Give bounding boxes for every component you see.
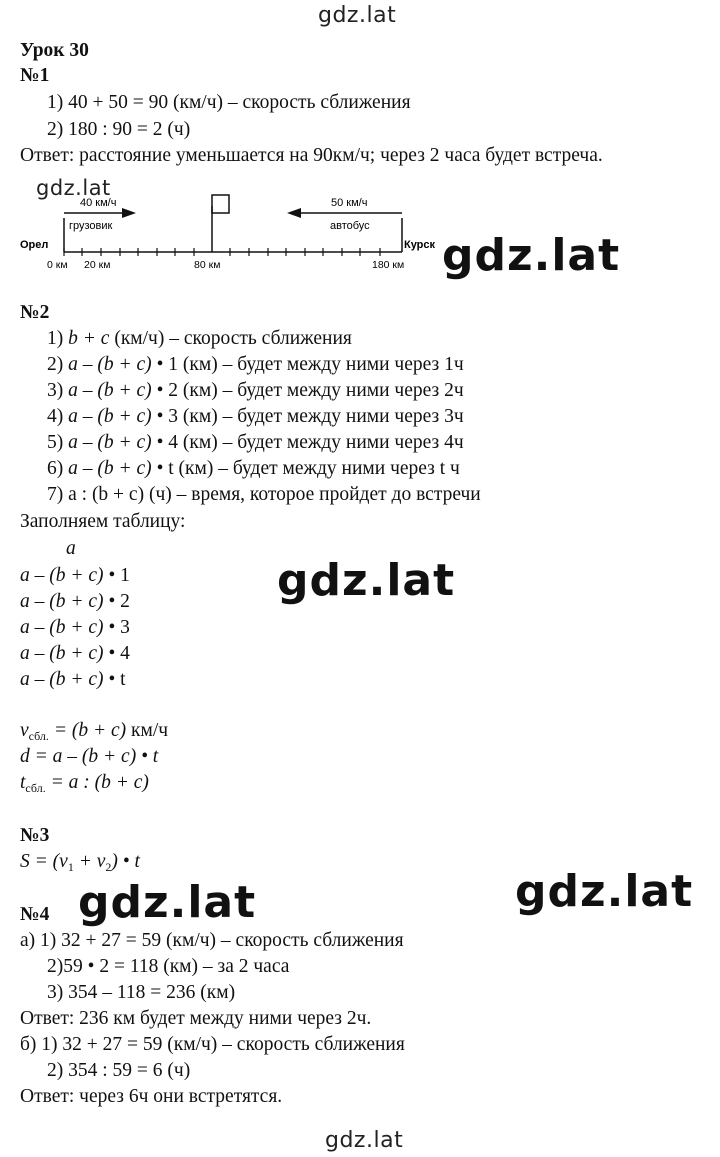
row-expr: a – (b + c) xyxy=(20,669,104,690)
step-expr: a – (b + c) xyxy=(68,406,152,427)
tick-label-180: 180 км xyxy=(372,259,405,271)
task1-step-2: 2) 180 : 90 = 2 (ч) xyxy=(47,119,191,140)
truck-label: грузовик xyxy=(69,220,113,232)
task3-formula xyxy=(20,849,140,880)
lesson-title: Урок 30 xyxy=(20,40,89,61)
row-tail: • 4 xyxy=(103,643,130,664)
watermark-task4-left: gdz.lat xyxy=(78,877,257,928)
formula-v-rhs: = (b + c) xyxy=(48,720,127,741)
formula-t-rhs: = a : (b + c) xyxy=(45,772,149,793)
step-expr: a – (b + c) xyxy=(68,354,152,375)
watermark-top: gdz.lat xyxy=(318,3,397,28)
bus-arrow-head xyxy=(287,208,301,218)
step-rest: • 1 (км) – будет между ними через 1ч xyxy=(151,354,464,375)
formula-s-post: ) • t xyxy=(111,851,140,872)
task2-step-2 xyxy=(47,352,464,378)
step-num: 4) xyxy=(47,406,69,427)
formula-v-sub: сбл. xyxy=(28,729,49,743)
truck-speed-label: 40 км/ч xyxy=(80,197,117,209)
tick-label-0: 0 км xyxy=(47,259,68,271)
bus-label: автобус xyxy=(330,220,370,232)
task4-b-answer: Ответ: через 6ч они встретятся. xyxy=(20,1086,283,1107)
step-rest: (км/ч) – скорость сближения xyxy=(109,328,352,349)
watermark-task4-right: gdz.lat xyxy=(515,866,694,917)
formula-distance: d = a – (b + c) • t xyxy=(20,746,159,767)
step-expr: b + c xyxy=(68,328,110,349)
table-header-a: a xyxy=(66,538,76,559)
task4-a-line-3: 3) 354 – 118 = 236 (км) xyxy=(47,982,236,1003)
tick-label-20: 20 км xyxy=(84,259,111,271)
city-orel: Орел xyxy=(20,239,49,251)
step-rest: • t (км) – будет между ними через t ч xyxy=(151,458,460,479)
step-rest: • 4 (км) – будет между ними через 4ч xyxy=(151,432,464,453)
formula-v-unit: км/ч xyxy=(126,720,169,741)
formula-s-sub2: 2 xyxy=(105,860,112,874)
task4-b-line-2: 2) 354 : 59 = 6 (ч) xyxy=(47,1060,191,1081)
distance-diagram xyxy=(20,192,436,272)
table-row xyxy=(20,667,126,693)
table-row xyxy=(20,641,130,667)
task1-heading: №1 xyxy=(20,65,50,86)
watermark-right-diagram: gdz.lat xyxy=(442,230,621,281)
task1-step-1: 1) 40 + 50 = 90 (км/ч) – скорость сближения xyxy=(47,92,411,113)
task3-heading: №3 xyxy=(20,825,50,846)
formula-t-symbol: t xyxy=(20,772,26,793)
table-row xyxy=(20,615,130,641)
task1-answer: Ответ: расстояние уменьшается на 90км/ч; через 2 часа будет встреча. xyxy=(20,145,603,166)
task2-step-3 xyxy=(47,378,464,404)
step-num: 5) xyxy=(47,432,69,453)
row-expr: a – (b + c) xyxy=(20,591,104,612)
step-expr: a – (b + c) xyxy=(68,458,152,479)
step-rest: • 2 (км) – будет между ними через 2ч xyxy=(151,380,464,401)
step-expr: a – (b + c) xyxy=(68,432,152,453)
task2-step-4 xyxy=(47,404,464,430)
formula-time xyxy=(20,770,149,801)
step-expr: a – (b + c) xyxy=(68,380,152,401)
task4-a-line-1: а) 1) 32 + 27 = 59 (км/ч) – скорость сближения xyxy=(20,930,404,951)
task2-heading: №2 xyxy=(20,302,50,323)
formula-s-pre: S = (v xyxy=(20,851,68,872)
task4-heading: №4 xyxy=(20,904,50,925)
step-num: 1) xyxy=(47,328,69,349)
watermark-diagram: gdz.lat xyxy=(36,176,111,200)
step-num: 2) xyxy=(47,354,69,375)
watermark-bottom: gdz.lat xyxy=(325,1128,404,1153)
task2-step-1 xyxy=(47,326,352,352)
flag-icon xyxy=(212,195,229,213)
step-num: 6) xyxy=(47,458,69,479)
row-expr: a – (b + c) xyxy=(20,565,104,586)
task4-a-answer: Ответ: 236 км будет между ними через 2ч. xyxy=(20,1008,372,1029)
task2-step-6 xyxy=(47,456,460,482)
formula-t-sub: сбл. xyxy=(25,781,46,795)
table-row xyxy=(20,589,130,615)
row-tail: • 1 xyxy=(103,565,130,586)
task4-a-line-2: 2)59 • 2 = 118 (км) – за 2 часа xyxy=(47,956,290,977)
tick-label-80: 80 км xyxy=(194,259,221,271)
formula-s-mid: + v xyxy=(73,851,106,872)
formula-v-symbol: v xyxy=(20,720,29,741)
truck-arrow-head xyxy=(122,208,136,218)
table-row xyxy=(20,563,130,589)
row-expr: a – (b + c) xyxy=(20,643,104,664)
formula-s-sub1: 1 xyxy=(67,860,74,874)
row-expr: a – (b + c) xyxy=(20,617,104,638)
city-kursk: Курск xyxy=(404,239,436,251)
bus-speed-label: 50 км/ч xyxy=(331,197,368,209)
row-tail: • 3 xyxy=(103,617,130,638)
watermark-middle: gdz.lat xyxy=(277,555,456,606)
task2-step-7: 7) a : (b + c) (ч) – время, которое пройдет до встречи xyxy=(47,484,481,505)
step-num: 3) xyxy=(47,380,69,401)
task2-step-5 xyxy=(47,430,464,456)
row-tail: • t xyxy=(103,669,126,690)
task4-b-line-1: б) 1) 32 + 27 = 59 (км/ч) – скорость сближения xyxy=(20,1034,405,1055)
fill-table-label: Заполняем таблицу: xyxy=(20,511,186,532)
row-tail: • 2 xyxy=(103,591,130,612)
step-rest: • 3 (км) – будет между ними через 3ч xyxy=(151,406,464,427)
